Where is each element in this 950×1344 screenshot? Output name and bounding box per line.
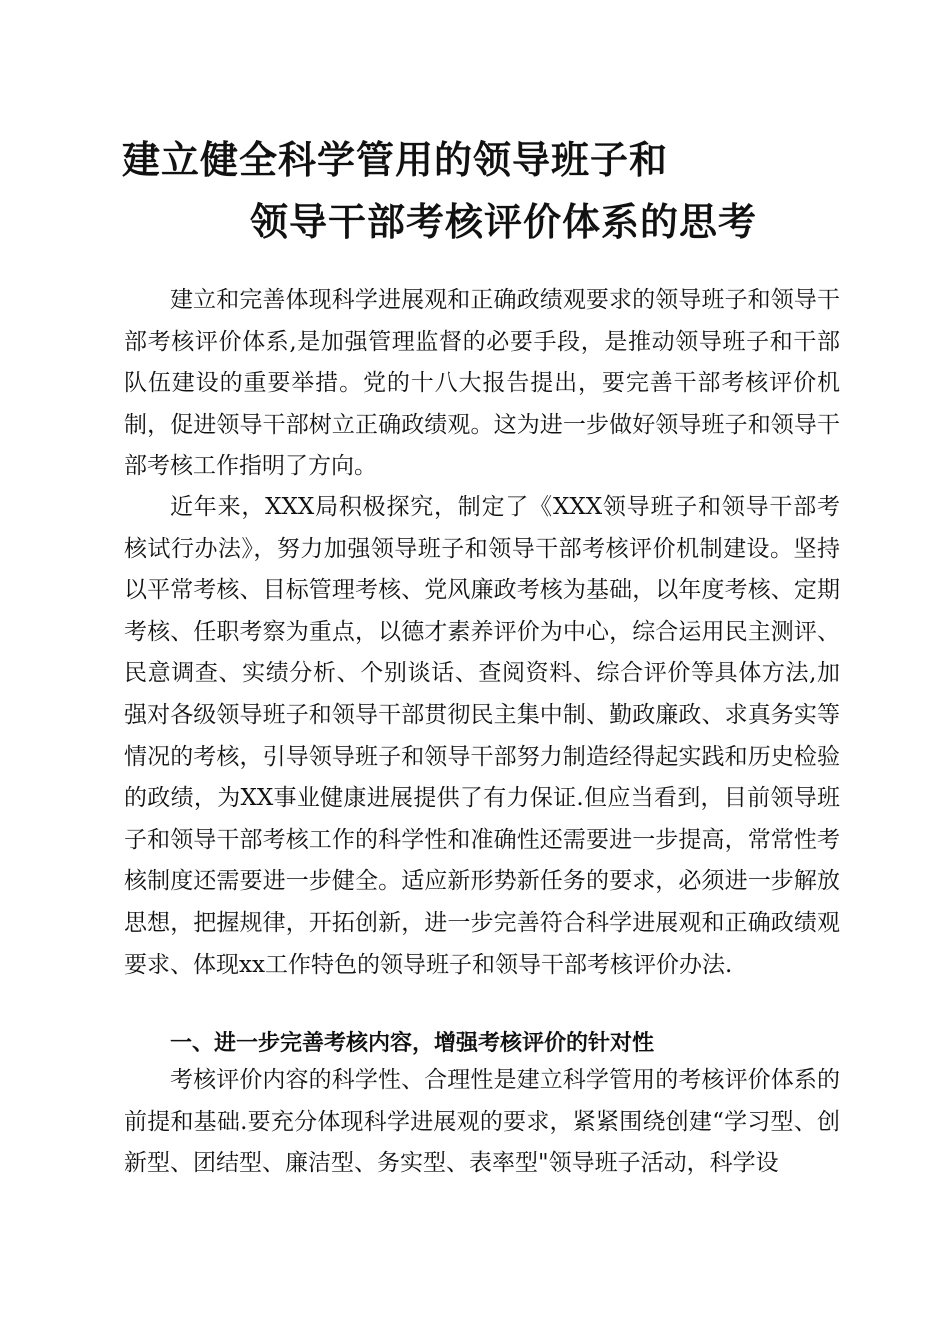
paragraph-section-1: 考核评价内容的科学性、合理性是建立科学管用的考核评价体系的前提和基础.要充分体现科学进展观的要求，紧紧围绕创建“学习型、创新型、团结型、廉洁型、务实型、表率型"领导班子活动，科学设 [124, 1067, 840, 1177]
paragraph-background: 近年来，XXX局积极探究，制定了《XXX领导班子和领导干部考核试行办法》，努力加强领导班子和领导干部考核评价机制建设。坚持以平常考核、目标管理考核、党风廉政考核为基础，以年度考核、定期考核、任职考察为重点，以德才素养评价为中心，综合运用民主测评、民意调查、实绩分析、个别谈话、查阅资料、综合评价等具体方法,加强对各级领导班子和领导干部贯彻民主集中制、勤政廉政、求真务实等情况的考核，引导领导班子和领导干部努力制造经得起实践和历史检验的政绩，为XX事业健康进展提供了有力保证.但应当看到，目前领导班子和领导干部考核工作的科学性和准确性还需要进一步提高，常常性考核制度还需要进一步健全。适应新形势新任务的要求，必须进一步解放思想，把握规律，开拓创新，进一步完善符合科学进展观和正确政绩观要求、体现xx工作特色的领导班子和领导干部考核评价办法. [124, 494, 840, 978]
document-title-line-2: 领导干部考核评价体系的思考 [250, 199, 758, 244]
paragraph-intro: 建立和完善体现科学进展观和正确政绩观要求的领导班子和领导干部考核评价体系,是加强管理监督的必要手段，是推动领导班子和干部队伍建设的重要举措。党的十八大报告提出，要完善干部考核评价机制，促进领导干部树立正确政绩观。这为进一步做好领导班子和领导干部考核工作指明了方向。 [124, 287, 840, 480]
document-title-line-1: 建立健全科学管用的领导班子和 [122, 137, 669, 182]
section-heading-1: 一、进一步完善考核内容，增强考核评价的针对性 [170, 1031, 655, 1056]
